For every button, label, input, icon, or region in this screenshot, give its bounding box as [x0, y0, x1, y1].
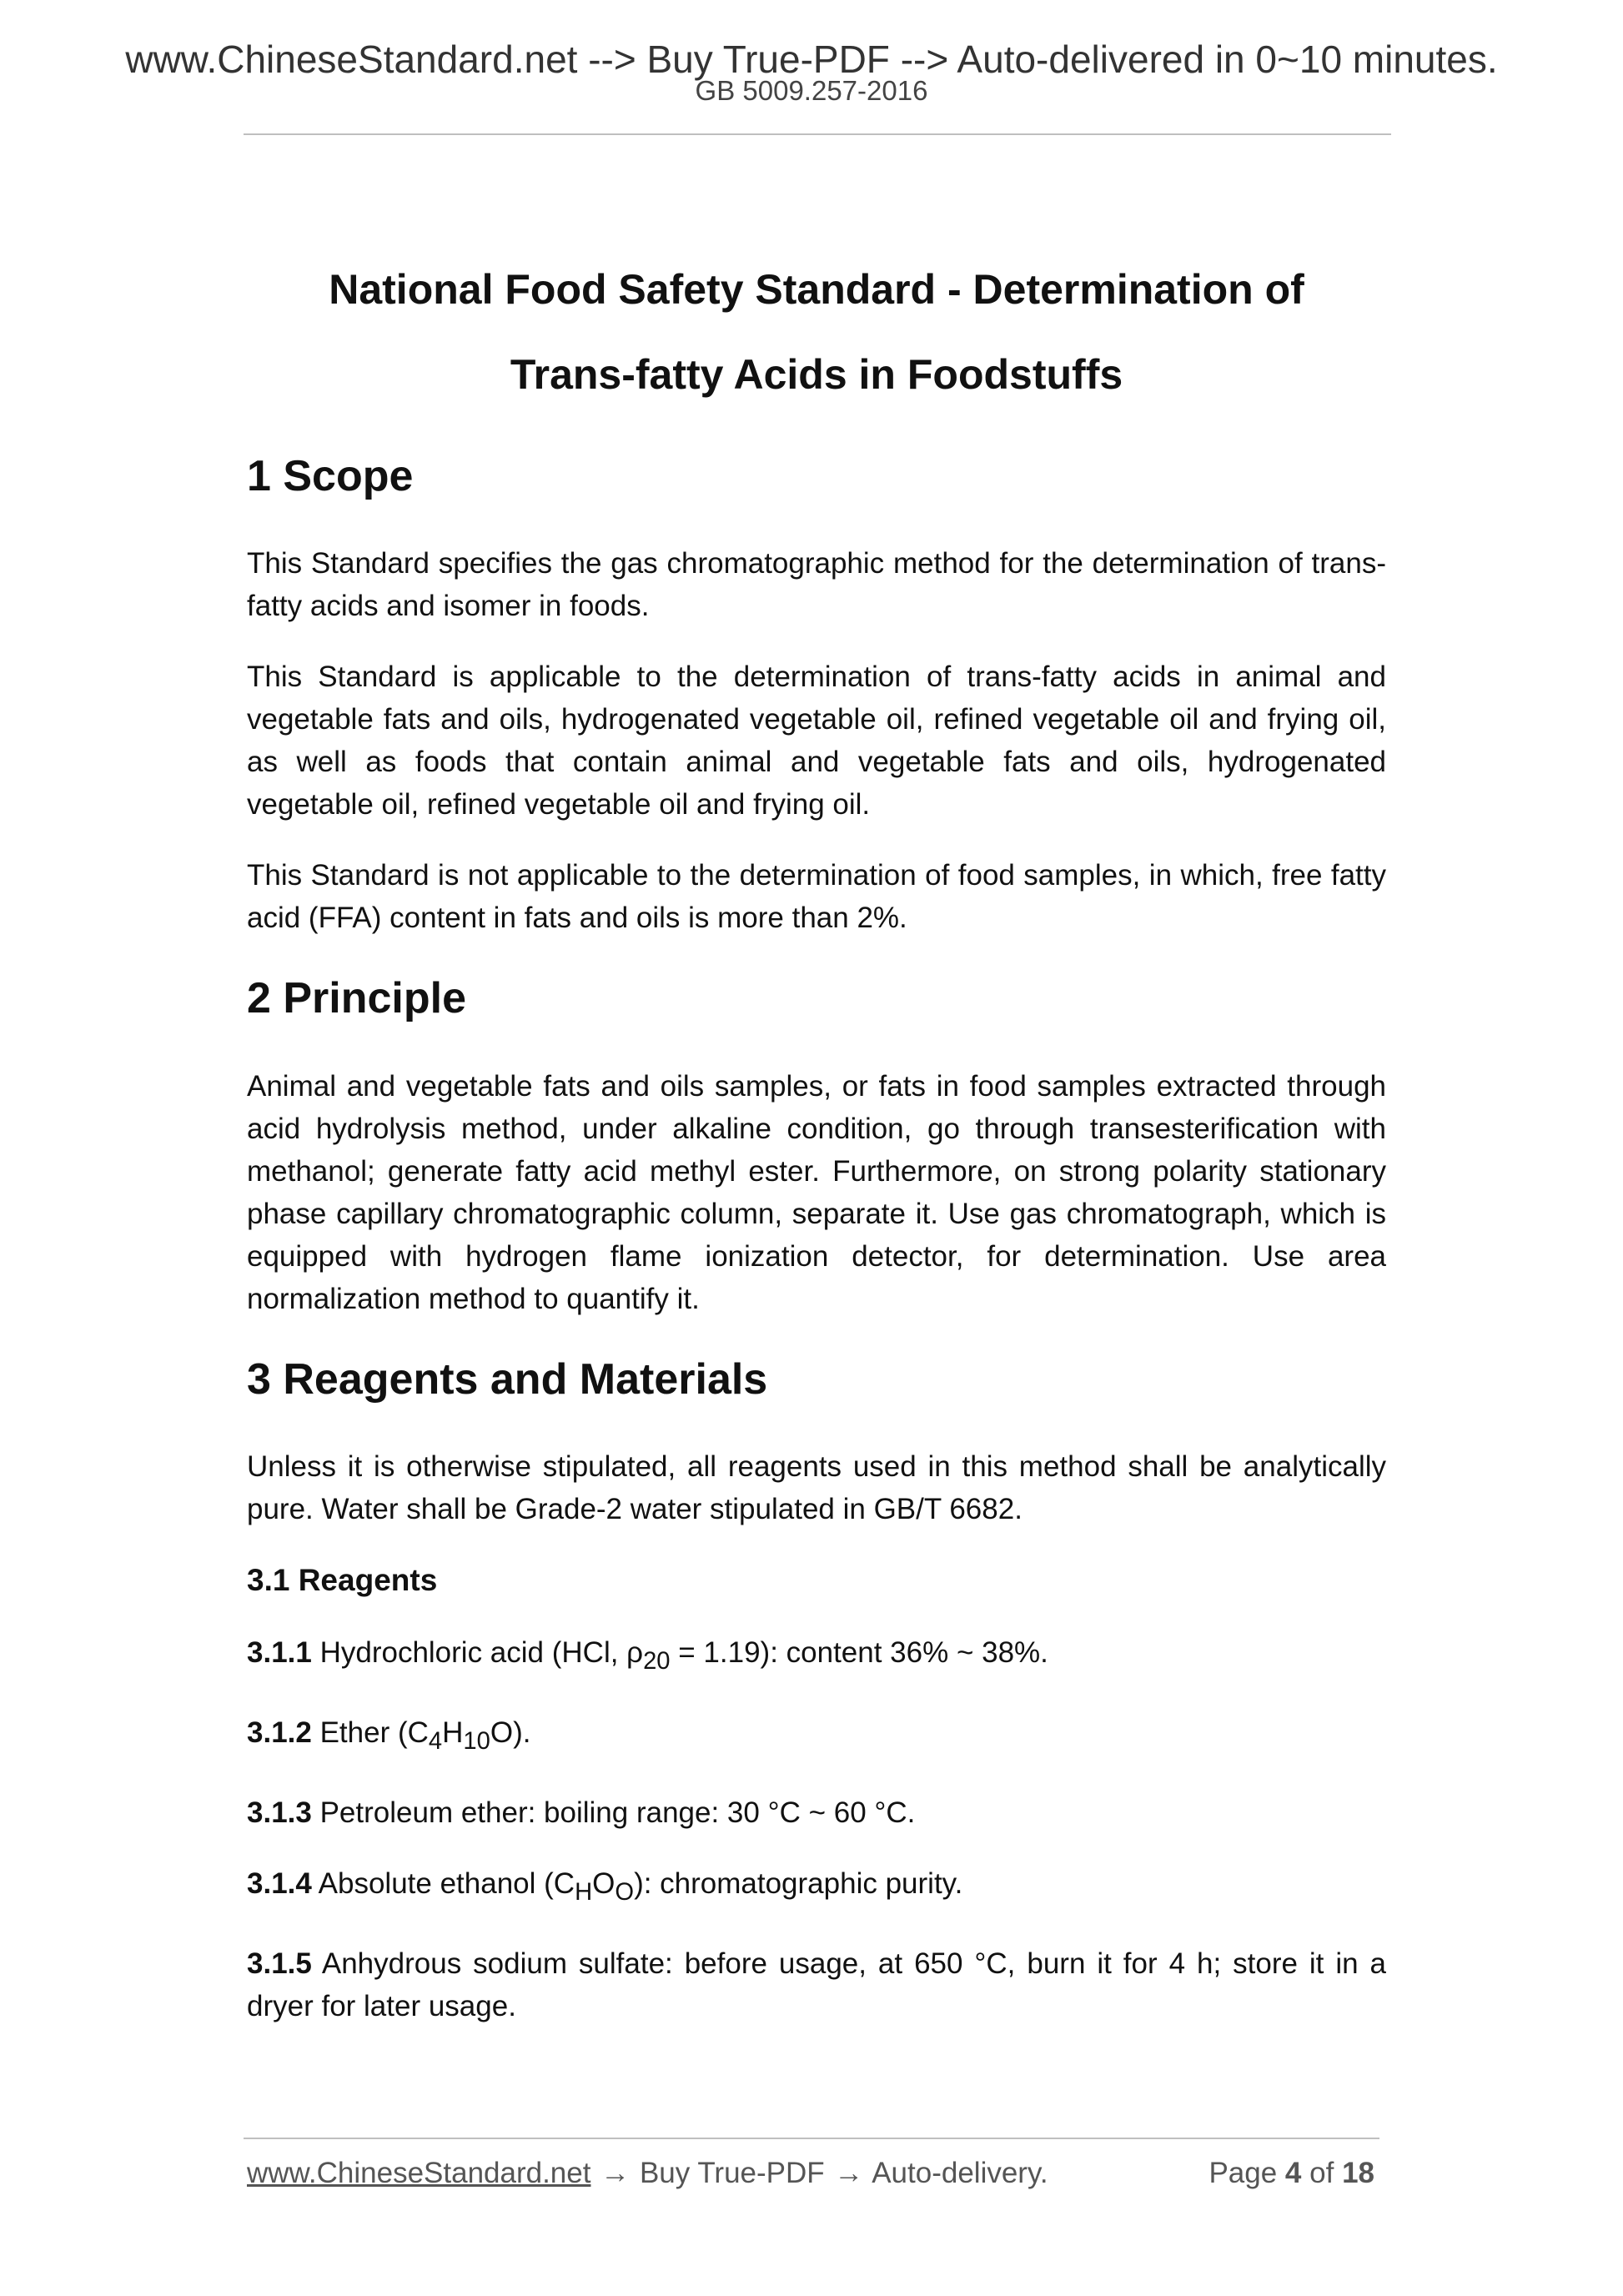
site-banner: www.ChineseStandard.net --> Buy True-PDF --> Auto-delivered in 0~10 minutes. [125, 38, 1498, 81]
scope-paragraph-2: This Standard is applicable to the determination of trans-fatty acids in animal and vegetable fats and oils, hydrogenated vegetable oil, refined vegetable oil and frying oil, as well as foods that contain animal and vegetable fats and oils, hydrogenated vegetable oil, refined vegetable oil and frying oil. [247, 661, 1386, 821]
subsection-heading-reagents: 3.1 Reagents [247, 1563, 438, 1598]
page-total: 18 [1342, 2157, 1374, 2189]
footer-links [247, 2158, 1048, 2188]
formula-subscript: O [615, 1878, 635, 1906]
clause-text: H [442, 1716, 464, 1749]
clause-text: O). [490, 1716, 531, 1749]
page-content [247, 247, 1386, 2027]
page-footer [247, 2158, 1374, 2188]
footer-delivery-text: Auto-delivery. [872, 2157, 1048, 2189]
clause-3-1-5 [247, 1942, 1386, 2027]
arrow-right-icon: → [600, 2157, 631, 2189]
footer-site-link[interactable]: www.ChineseStandard.net [247, 2157, 591, 2189]
footer-buy-text: Buy True-PDF [639, 2157, 825, 2189]
clause-number: 3.1.5 [247, 1947, 312, 1980]
clause-number: 3.1.1 [247, 1635, 312, 1669]
clause-number: 3.1.2 [247, 1716, 312, 1749]
page-number: 4 [1284, 2157, 1302, 2189]
principle-paragraph: Animal and vegetable fats and oils samples, or fats in food samples extracted through acid hydrolysis method, under alkaline condition, go through transesterification with methanol; generate fatty acid methyl ester. Furthermore, on strong polarity stationary phase capillary chromatographic column, separate it. Use gas chromatograph, which is equipped with hydrogen flame ionization detector, for determination. Use area normalization method to quantify it. [247, 1069, 1386, 1315]
clause-number: 3.1.4 [247, 1866, 312, 1900]
clause-3-1-2 [247, 1711, 1386, 1763]
formula-subscript: 4 [428, 1727, 443, 1755]
clause-text: = 1.19): content 36% ~ 38%. [670, 1635, 1048, 1669]
document-title-line-1: National Food Safety Standard - Determination of [329, 266, 1304, 313]
scope-paragraph-1: This Standard specifies the gas chromatographic method for the determination of trans-fatty acids and isomer in foods. [247, 547, 1386, 623]
clause-3-1-1 [247, 1631, 1386, 1683]
section-heading-reagents: 3 Reagents and Materials [247, 1354, 768, 1404]
page-indicator [1208, 2158, 1374, 2188]
clause-3-1-4 [247, 1862, 1386, 1914]
arrow-right-icon: → [834, 2157, 864, 2189]
footer-divider [244, 2138, 1379, 2139]
clause-text: Petroleum ether: boiling range: 30 °C ~ 60 °C. [311, 1796, 916, 1829]
of-label: of [1309, 2157, 1334, 2189]
formula-subscript: 10 [463, 1727, 490, 1755]
clause-3-1-3 [247, 1791, 1386, 1834]
clause-text: Anhydrous sodium sulfate: before usage, at 650 °C, burn it for 4 h; store it in a dryer for later usage. [247, 1947, 1386, 2022]
page-label: Page [1208, 2157, 1278, 2189]
clause-text: Hydrochloric acid (HCl, ρ [311, 1635, 644, 1669]
document-code: GB 5009.257-2016 [695, 75, 928, 106]
clause-text: O [592, 1866, 616, 1900]
clause-text: Absolute ethanol (C [311, 1866, 575, 1900]
section-heading-scope: 1 Scope [247, 452, 414, 500]
clause-number: 3.1.3 [247, 1796, 312, 1829]
section-heading-principle: 2 Principle [247, 974, 466, 1023]
document-title-line-2: Trans-fatty Acids in Foodstuffs [510, 351, 1123, 398]
header-divider [244, 133, 1391, 135]
rho-subscript: 20 [643, 1647, 671, 1675]
scope-paragraph-3: This Standard is not applicable to the determination of food samples, in which, free fatty acid (FFA) content in fats and oils is more than 2%. [247, 859, 1386, 935]
clause-text: ): chromatographic purity. [634, 1866, 963, 1900]
reagents-intro-paragraph: Unless it is otherwise stipulated, all reagents used in this method shall be analytically pure. Water shall be Grade-2 water stipulated in GB/T 6682. [247, 1450, 1386, 1526]
clause-text: Ether (C [311, 1716, 429, 1749]
formula-subscript: H [575, 1878, 593, 1906]
